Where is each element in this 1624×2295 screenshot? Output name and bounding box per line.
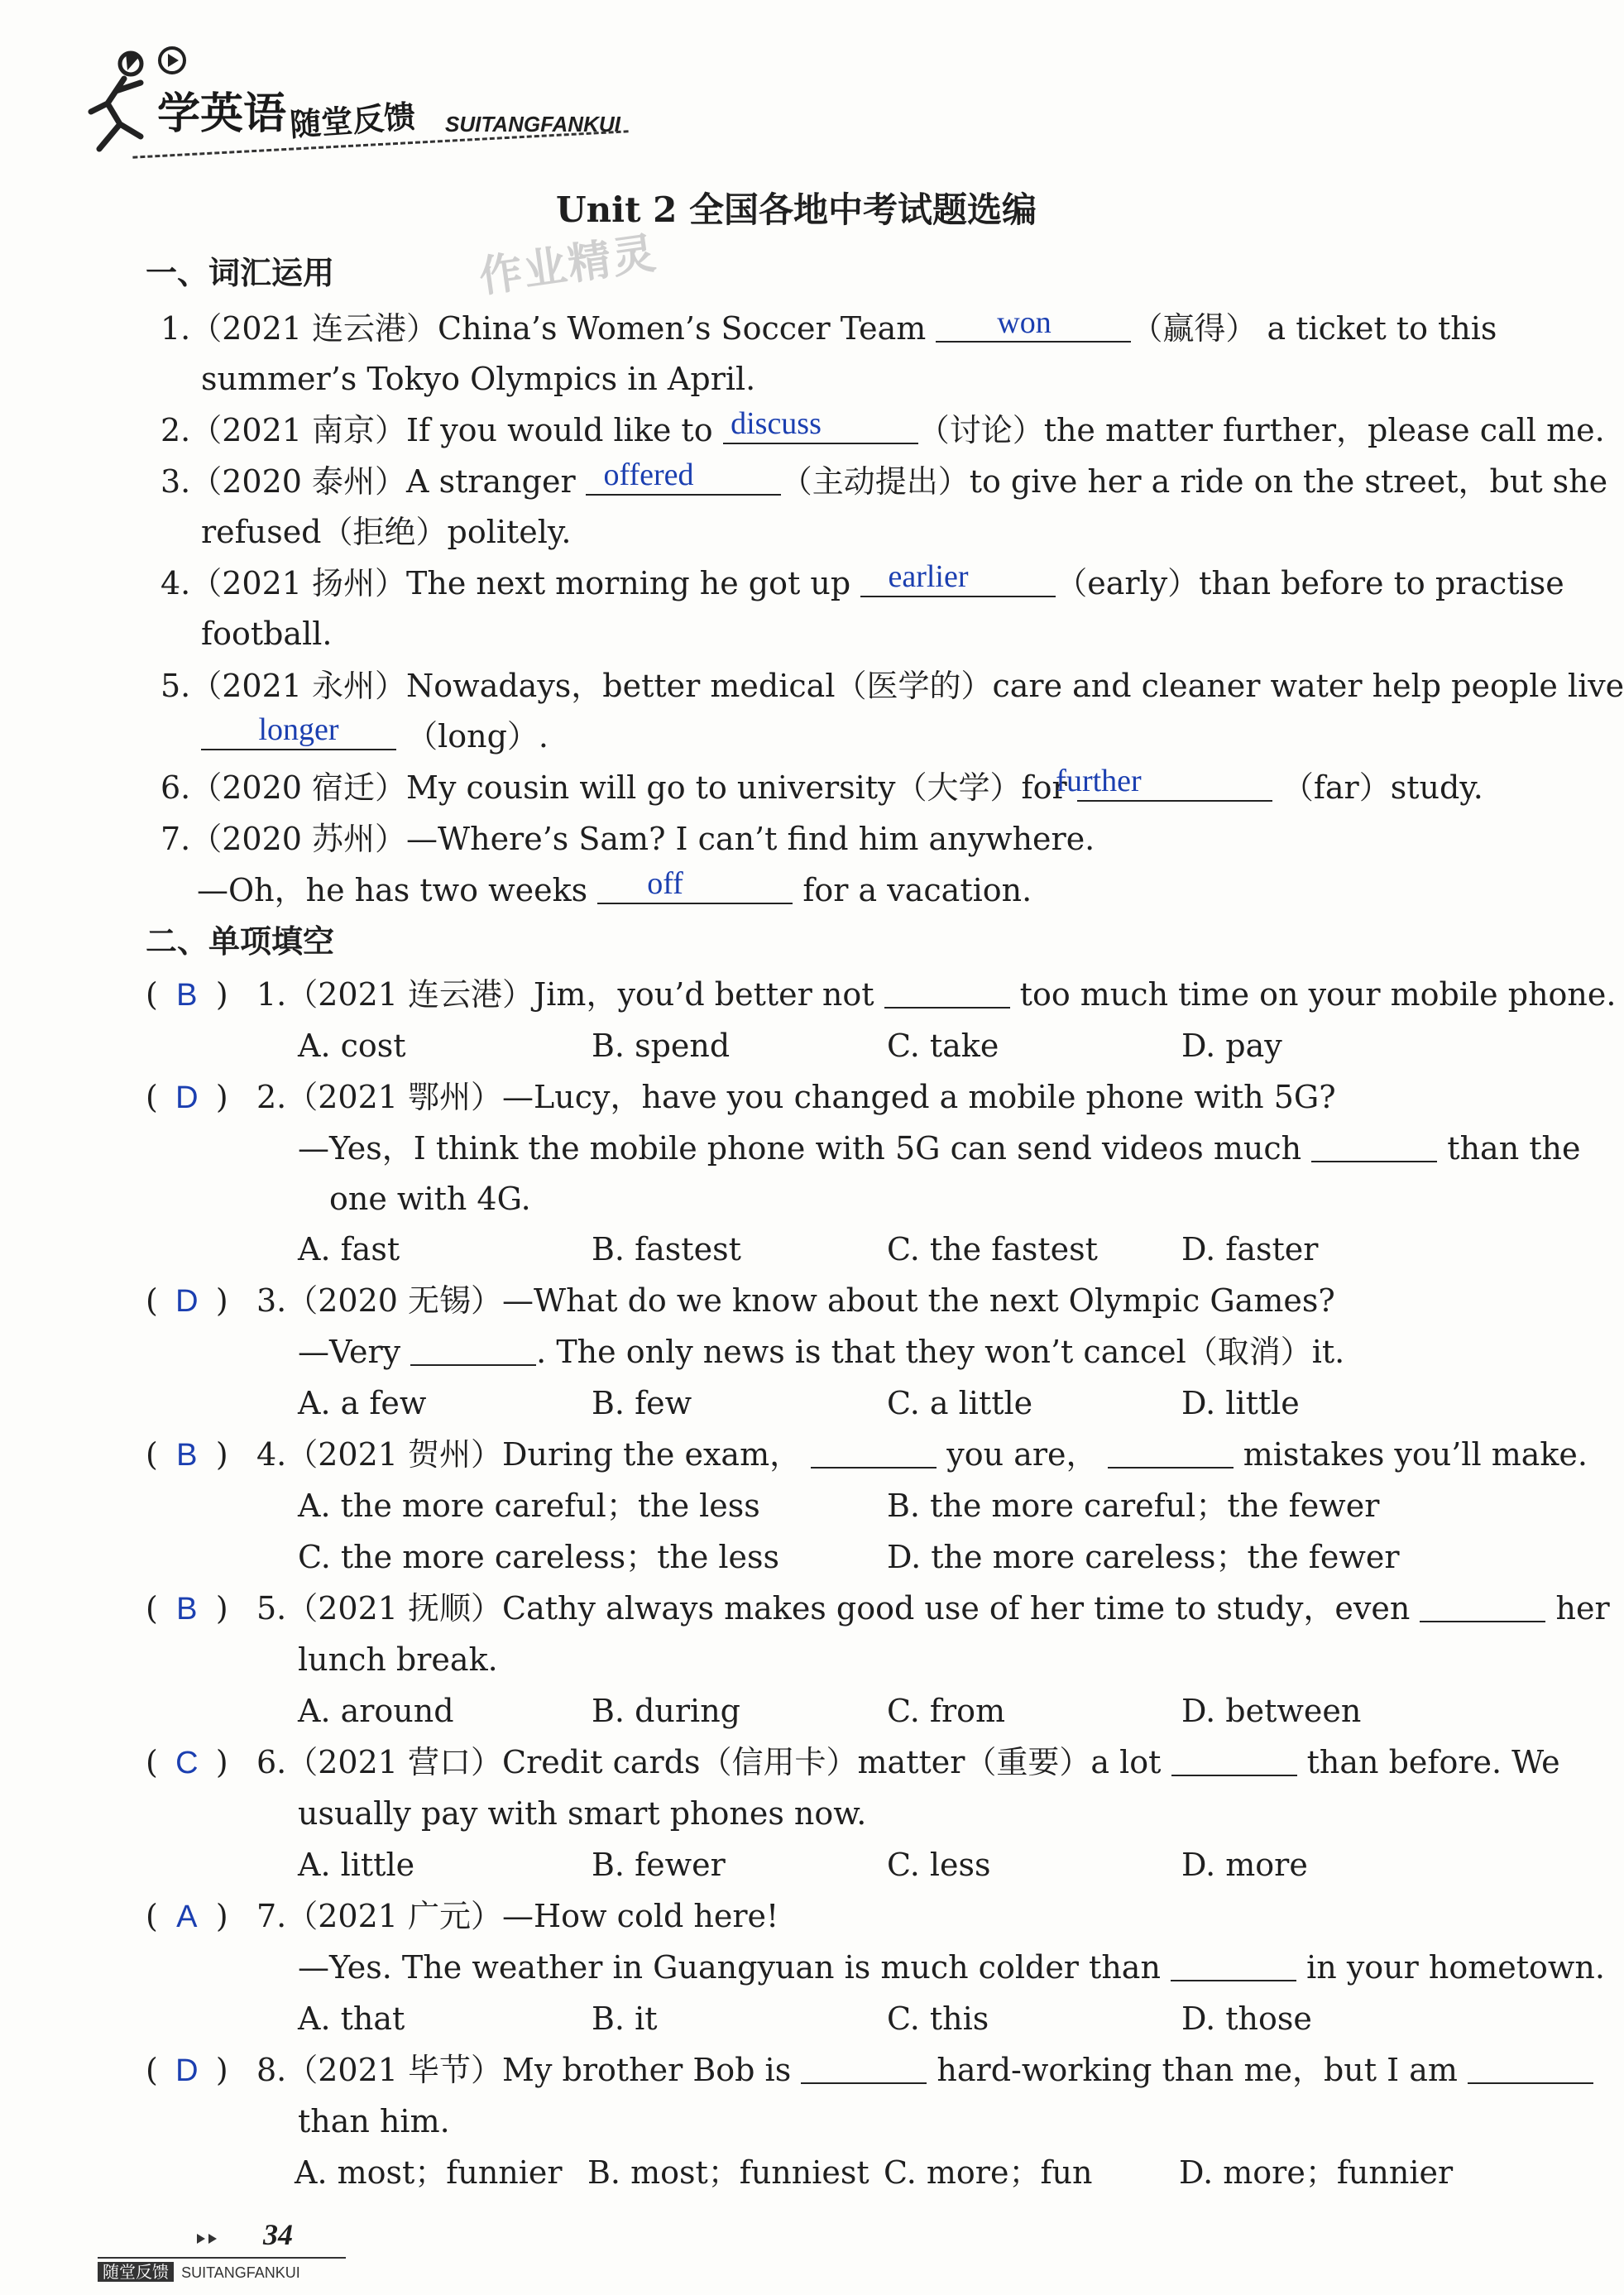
watermark: 作业精灵 xyxy=(476,228,660,303)
mc-answer-paren-3: ( D ) xyxy=(146,1281,228,1321)
mc-answer-paren-7: ( A ) xyxy=(146,1896,228,1937)
mc-question-6-line2: usually pay with smart phones now. xyxy=(298,1795,867,1832)
mc-question-6-line1: 6.（2021 营口）Credit cards（信用卡）matter（重要）a lot than before. We xyxy=(256,1744,1560,1780)
mc-option-8a: A. most；funnier xyxy=(295,2154,563,2191)
mc-answer-8: D xyxy=(175,2053,199,2088)
mc-option-5d: D. between xyxy=(1181,1693,1362,1729)
mc-option-8b: B. most；funniest xyxy=(587,2154,869,2191)
mc-option-1d: D. pay xyxy=(1181,1028,1282,1064)
mc-answer-paren-1: ( B ) xyxy=(146,975,228,1015)
mc-option-8d: D. more；funnier xyxy=(1179,2154,1454,2191)
mc-option-7d: D. those xyxy=(1181,2000,1312,2037)
vocab-answer-3: offered xyxy=(603,458,694,492)
vocab-item-4-line1: 4.（2021 扬州）The next morning he got up （early）than before to practise xyxy=(160,565,1564,601)
mc-option-4c: C. the more careless；the less xyxy=(298,1539,780,1575)
vocab-answer-4: earlier xyxy=(888,559,969,594)
mc-option-1a: A. cost xyxy=(298,1028,406,1064)
vocab-item-5-line1: 5.（2021 永州）Nowadays，better medical（医学的）care and cleaner water help people live xyxy=(160,668,1624,704)
mc-question-3-line2: —Very . The only news is that they won’t cancel（取消）it. xyxy=(298,1334,1345,1370)
mc-answer-4: B xyxy=(176,1438,198,1473)
mc-question-5-line1: 5.（2021 抚顺）Cathy always makes good use of her time to study，even her xyxy=(256,1590,1610,1627)
mc-answer-paren-8: ( D ) xyxy=(146,2050,228,2091)
mc-question-5-line2: lunch break. xyxy=(298,1641,498,1678)
vocab-item-1-line2: summer’s Tokyo Olympics in April. xyxy=(201,361,756,397)
vocab-answer-7: off xyxy=(647,866,683,901)
mc-option-2b: B. fastest xyxy=(592,1231,741,1267)
header-logo xyxy=(74,46,654,161)
mc-option-7b: B. it xyxy=(592,2000,658,2037)
mc-option-6b: B. fewer xyxy=(592,1847,726,1883)
mc-answer-3: D xyxy=(175,1284,199,1319)
mc-question-2-line1: 2.（2021 鄂州）—Lucy，have you changed a mobile phone with 5G? xyxy=(256,1079,1336,1115)
vocab-item-4-line2: football. xyxy=(201,616,333,652)
header-latin: SUITANGFANKUI xyxy=(445,112,620,137)
section-heading-multiple-choice: 二、单项填空 xyxy=(146,923,335,960)
double-arrow-icon xyxy=(195,2232,222,2245)
mc-option-3a: A. a few xyxy=(298,1385,427,1421)
mc-option-3c: C. a little xyxy=(887,1385,1033,1421)
vocab-answer-1: won xyxy=(997,305,1052,340)
page-number: 34 xyxy=(263,2218,293,2251)
mc-answer-1: B xyxy=(176,978,198,1013)
section-heading-vocabulary: 一、词汇运用 xyxy=(146,255,335,291)
mc-answer-paren-4: ( B ) xyxy=(146,1435,228,1475)
vocab-item-3-line2: refused（拒绝）politely. xyxy=(201,514,572,550)
header-brand: 学英语 xyxy=(157,89,287,139)
mc-answer-2: D xyxy=(175,1080,199,1115)
vocab-item-7-line1: 7.（2020 苏州）—Where’s Sam? I can’t find him anywhere. xyxy=(160,821,1095,857)
mc-option-6a: A. little xyxy=(298,1847,415,1883)
vocab-answer-6: further xyxy=(1056,764,1142,798)
mc-option-5a: A. around xyxy=(298,1693,454,1729)
mc-option-4b: B. the more careful；the fewer xyxy=(887,1488,1380,1524)
mc-question-1: 1.（2021 连云港）Jim，you’d better not too much time on your mobile phone. xyxy=(256,976,1617,1013)
header-sub: 随堂反馈 xyxy=(288,98,417,144)
mc-answer-paren-6: ( C ) xyxy=(146,1742,228,1783)
mc-option-4d: D. the more careless；the fewer xyxy=(887,1539,1400,1575)
mc-option-1c: C. take xyxy=(887,1028,999,1064)
footer-label: 随堂反馈 SUITANGFANKUI xyxy=(98,2257,346,2280)
mc-question-2-line3: one with 4G. xyxy=(329,1181,531,1217)
vocab-item-2: 2.（2021 南京）If you would like to （讨论）the matter further，please call me. xyxy=(160,412,1605,448)
mc-option-7a: A. that xyxy=(298,2000,405,2037)
mc-question-4: 4.（2021 贺州）During the exam， you are， mistakes you’ll make. xyxy=(256,1436,1588,1473)
mc-option-6d: D. more xyxy=(1181,1847,1308,1883)
vocab-answer-2: discuss xyxy=(731,406,822,441)
footer xyxy=(98,2214,362,2280)
mc-option-2a: A. fast xyxy=(298,1231,400,1267)
vocab-item-1-line1: 1.（2021 连云港）China’s Women’s Soccer Team （赢得） a ticket to this xyxy=(160,310,1497,347)
mc-question-3-line1: 3.（2020 无锡）—What do we know about the next Olympic Games? xyxy=(256,1282,1335,1319)
mc-question-8-line2: than him. xyxy=(298,2103,450,2139)
mc-option-6c: C. less xyxy=(887,1847,991,1883)
mc-question-7-line2: —Yes. The weather in Guangyuan is much colder than in your hometown. xyxy=(298,1949,1605,1986)
mc-answer-5: B xyxy=(176,1592,198,1627)
mc-answer-paren-2: ( D ) xyxy=(146,1077,228,1118)
mc-option-2c: C. the fastest xyxy=(887,1231,1098,1267)
mc-answer-6: C xyxy=(175,1746,199,1780)
mc-option-7c: C. this xyxy=(887,2000,989,2037)
vocab-item-7-line2: —Oh，he has two weeks for a vacation. xyxy=(197,872,1032,908)
mc-question-8-line1: 8.（2021 毕节）My brother Bob is hard-working than me，but I am xyxy=(256,2050,1593,2090)
mc-option-4a: A. the more careful；the less xyxy=(298,1488,760,1524)
mc-option-8c: C. more；fun xyxy=(884,2154,1093,2191)
mc-option-5b: B. during xyxy=(592,1693,740,1729)
vocab-item-6: 6.（2020 宿迁）My cousin will go to university（大学）for （far）study. xyxy=(160,769,1483,806)
mc-option-1b: B. spend xyxy=(592,1028,731,1064)
page-title: Unit 2 全国各地中考试题选编 xyxy=(556,189,1037,230)
play-icon xyxy=(157,46,187,75)
vocab-item-5-line2: （long）. xyxy=(201,716,549,756)
mc-question-2-line2: —Yes，I think the mobile phone with 5G can send videos much than the xyxy=(298,1130,1581,1167)
mc-answer-paren-5: ( B ) xyxy=(146,1588,228,1629)
mc-option-5c: C. from xyxy=(887,1693,1006,1729)
mc-option-2d: D. faster xyxy=(1181,1231,1319,1267)
mc-question-7-line1: 7.（2021 广元）—How cold here! xyxy=(256,1898,779,1934)
mc-option-3b: B. few xyxy=(592,1385,692,1421)
vocab-item-3-line1: 3.（2020 泰州）A stranger （主动提出）to give her a ride on the street，but she xyxy=(160,463,1608,500)
mc-answer-7: A xyxy=(176,1900,198,1934)
vocab-answer-5: longer xyxy=(258,712,339,747)
mc-option-3d: D. little xyxy=(1181,1385,1300,1421)
